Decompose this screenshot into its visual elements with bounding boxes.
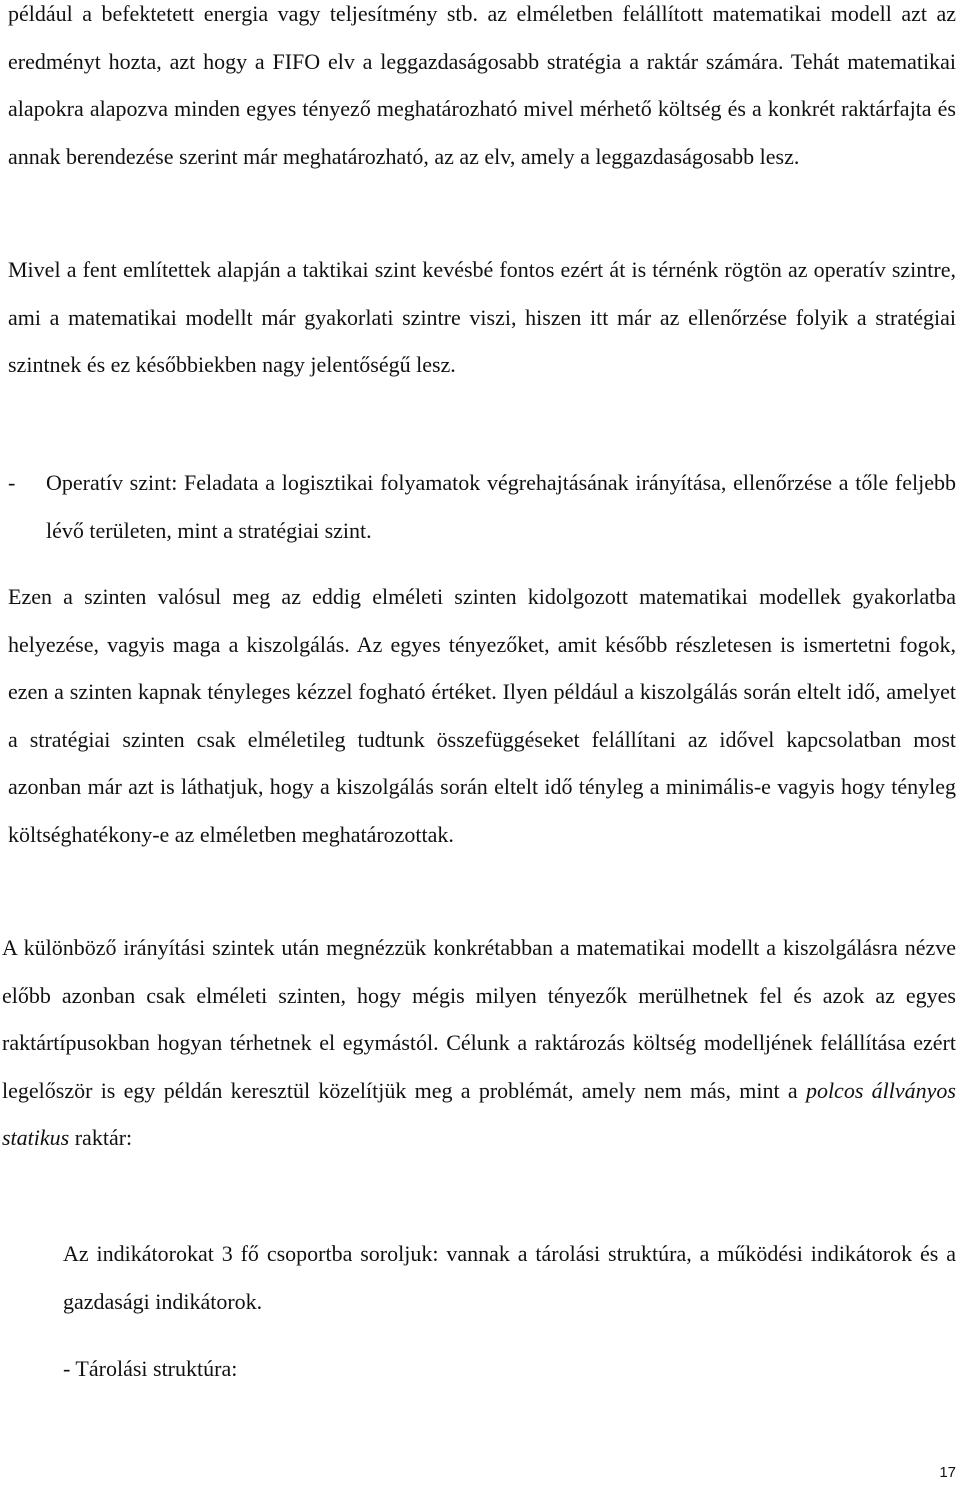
list-item-operative-level [8,459,956,554]
list-item-text: Operatív szint: Feladata a logisztikai folyamatok végrehajtásának irányítása, ellenőrzése a tőle feljebb lévő területen, mint a stratégiai szint. [46,470,956,543]
list-dash-marker: - [8,470,16,495]
paragraph-service-level: Ezen a szinten valósul meg az eddig elméleti szinten kidolgozott matematikai modellek gyakorlatba helyezése, vagyis maga a kiszolgálás. Az egyes tényezőket, amit később részletesen is ismertetni fogok, ezen a szinten kapnak tényleges kézzel fogható értéket. Ilyen például a kiszolgálás során eltelt idő, amelyet a stratégiai szinten csak elméletileg tudtunk összefüggéseket felállítani az idővel kapcsolatban most azonban már azt is láthatjuk, hogy a kiszolgálás során eltelt idő tényleg a minimális-e vagyis hogy tényleg költséghatékony-e az elméletben meghatározottak. [8,584,956,847]
page-number: 17 [939,1464,956,1481]
italic-warehouse-type: polcos állványos statikus [2,1077,956,1151]
heading-storage-structure: - Tárolási struktúra: [63,1356,238,1381]
paragraph-cost-model-text: A különböző irányítási szintek után megnézzük konkrétabban a matematikai modellt a kiszolgálásra nézve előbb azonban csak elméleti szinten, hogy mégis milyen tényezők merülhetnek fel és azok az egyes raktártípusokban hogyan térhetnek el egymástól. Célunk a raktározás költség modelljének felállítása ezért legelőször is egy példán keresztül közelítjük meg a problémát, amely nem más, mint a [2,935,956,1103]
paragraph-cost-model [2,924,956,1162]
paragraph-operative-level-intro: Mivel a fent említettek alapján a taktikai szint kevésbé fontos ezért át is térnénk rögtön az operatív szintre, ami a matematikai modellt már gyakorlati szintre viszi, hiszen itt már az ellenőrzése folyik a stratégiai szintnek és ez későbbiekben nagy jelentőségű lesz. [8,257,956,378]
paragraph-fifo-strategy: például a befektetett energia vagy teljesítmény stb. az elméletben felállított matematikai modell azt az eredményt hozta, azt hogy a FIFO elv a leggazdaságosabb stratégia a raktár számára. Tehát matematikai alapokra alapozva minden egyes tényező meghatározható mivel mérhető költség és a konkrét raktárfajta és annak berendezése szerint már meghatározható, az az elv, amely a leggazdaságosabb lesz. [8,1,956,169]
paragraph-indicator-groups: Az indikátorokat 3 fő csoportba soroljuk: vannak a tárolási struktúra, a működési indikátorok és a gazdasági indikátorok. [63,1241,956,1314]
paragraph-cost-model-end: raktár: [69,1125,133,1151]
